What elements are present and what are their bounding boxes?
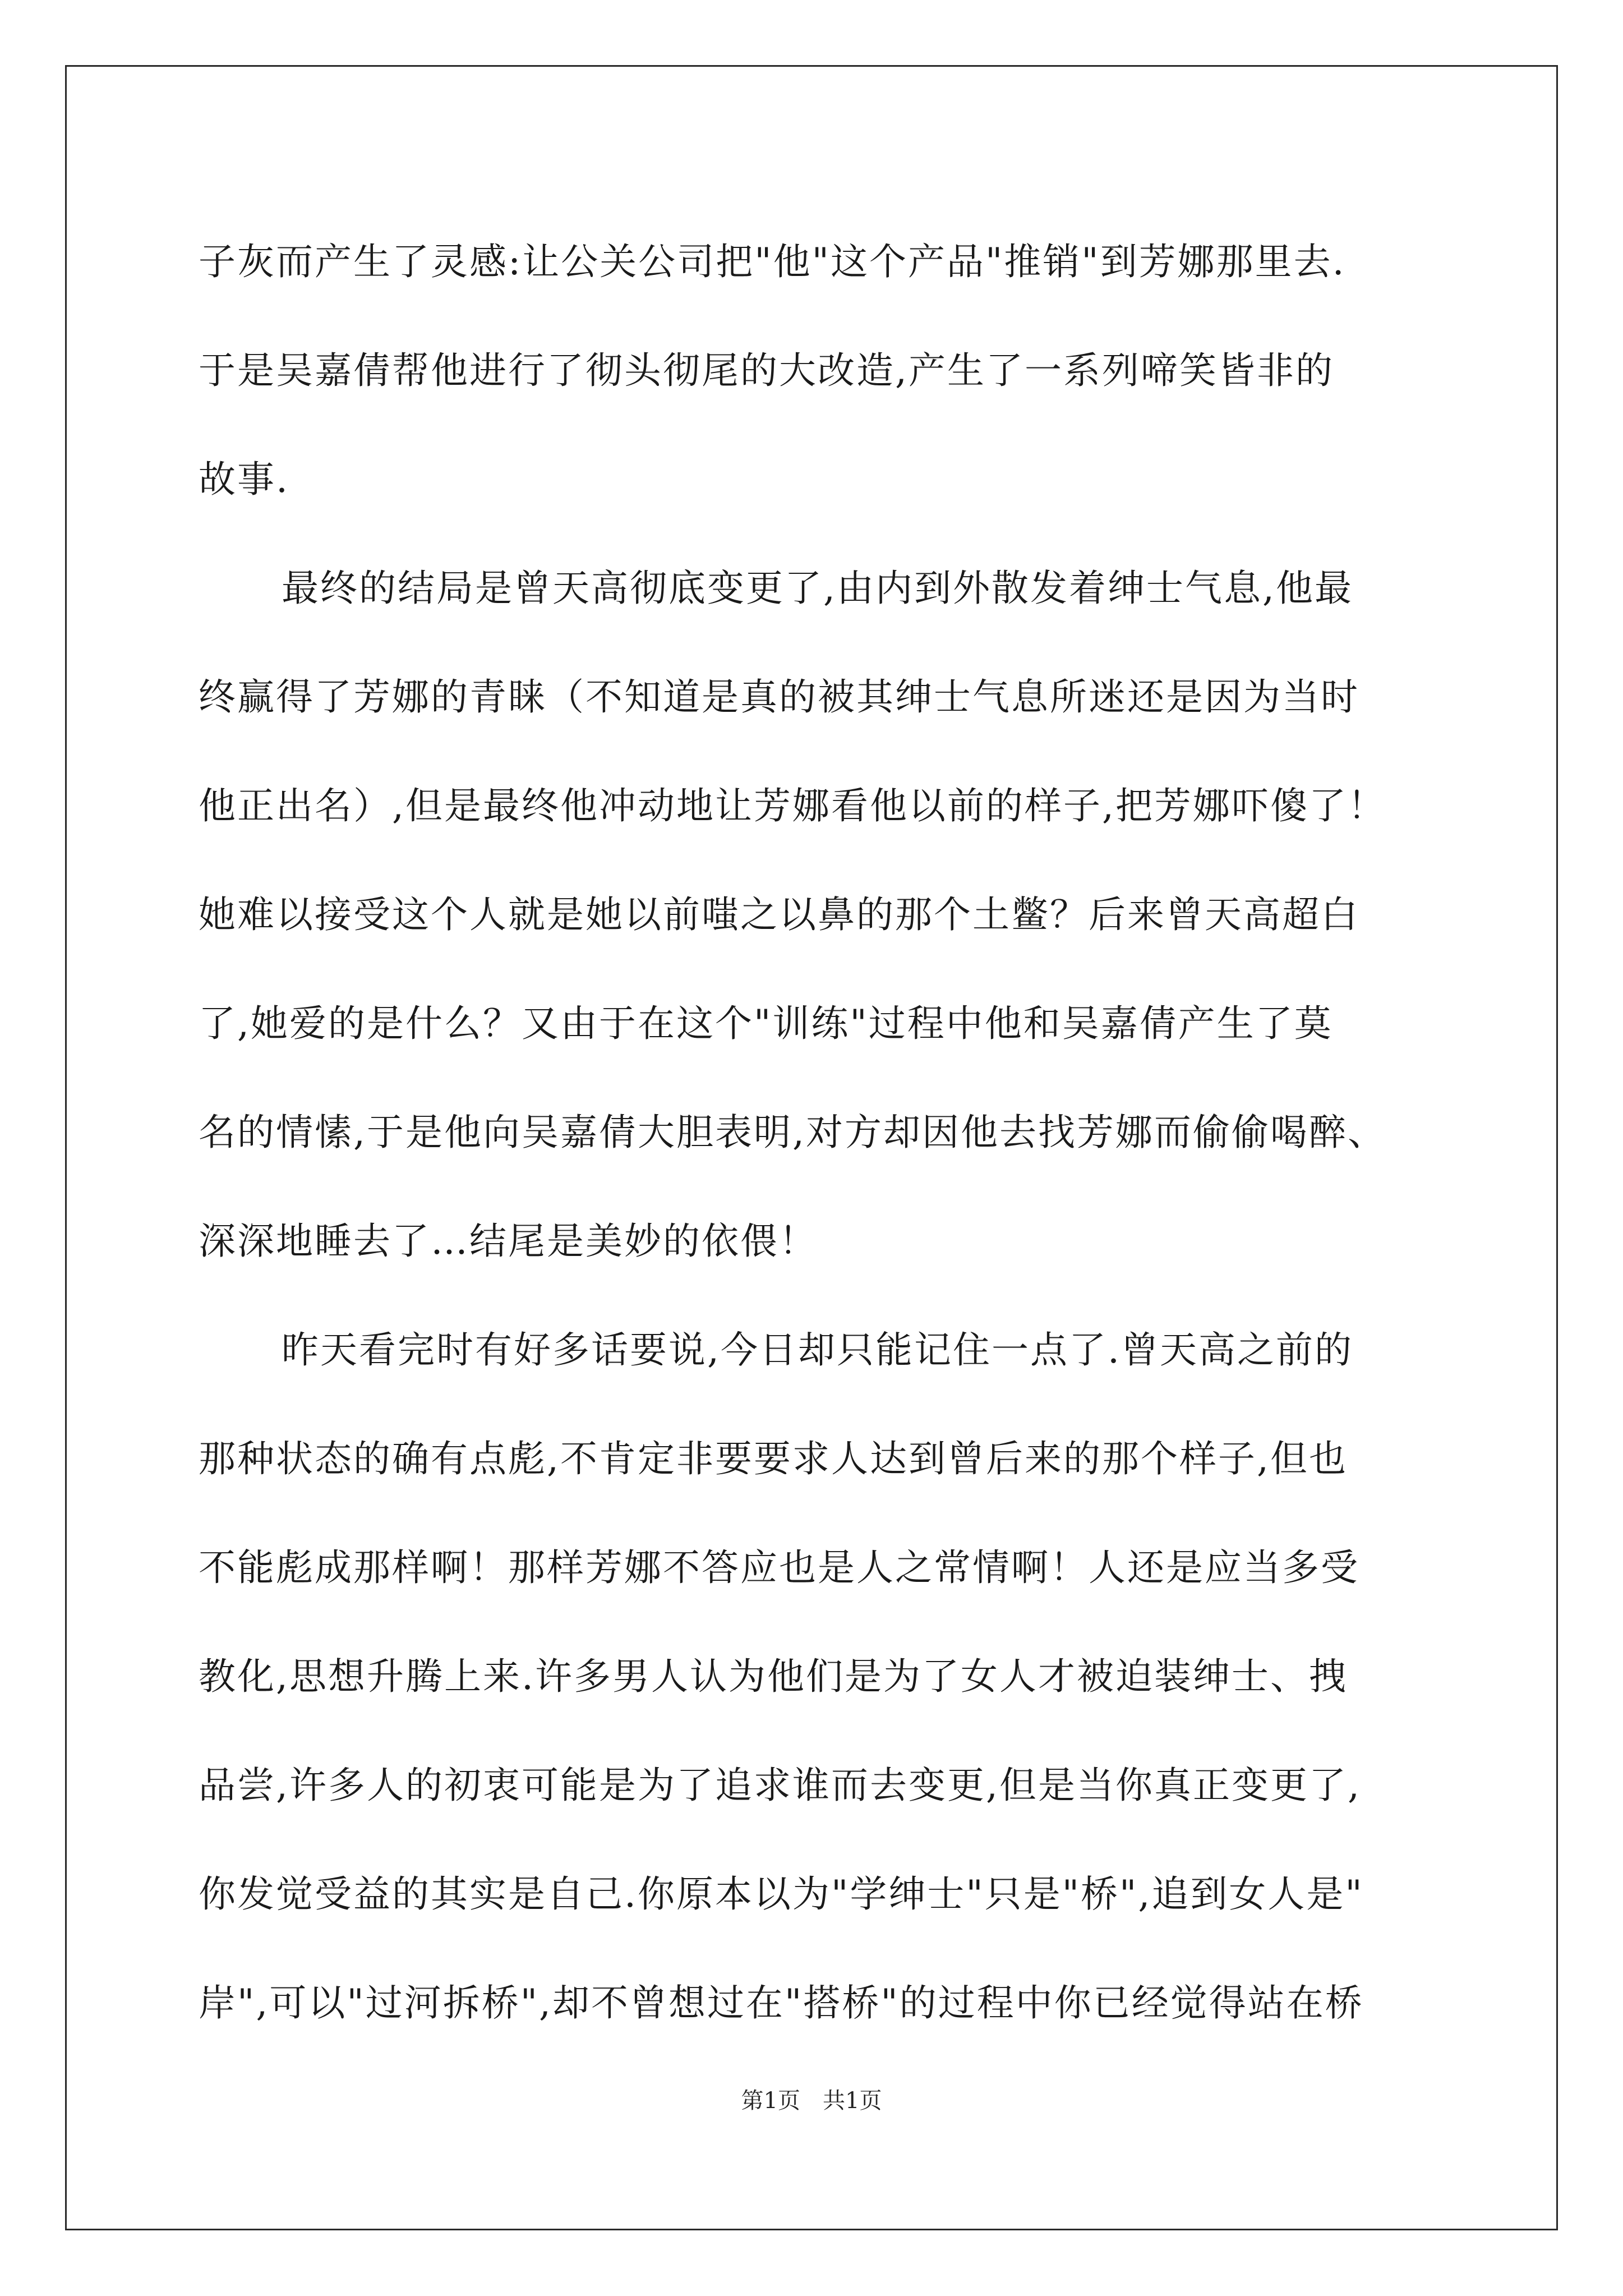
text-line: 不能彪成那样啊！那样芳娜不答应也是人之常情啊！人还是应当多受 — [199, 1546, 1359, 1589]
text-line: 他正出名）,但是最终他冲动地让芳娜看他以前的样子,把芳娜吓傻了！ — [199, 784, 1386, 827]
text-line: 深深地睡去了…结尾是美妙的依偎！ — [199, 1220, 818, 1263]
page-number-footer: 第1页 共1页 — [741, 2088, 882, 2114]
document-body — [199, 208, 1432, 2058]
paragraph-start-line: 昨天看完时有好多话要说,今日却只能记住一点了.曾天高之前的 — [282, 1328, 1353, 1372]
text-line: 岸",可以"过河拆桥",却不曾想过在"搭桥"的过程中你已经觉得站在桥 — [199, 1981, 1364, 2024]
text-line: 终赢得了芳娜的青睐（不知道是真的被其绅士气息所迷还是因为当时 — [199, 675, 1359, 719]
text-line: 那种状态的确有点彪,不肯定非要要求人达到曾后来的那个样子,但也 — [199, 1437, 1348, 1480]
text-line: 品尝,许多人的初衷可能是为了追求谁而去变更,但是当你真正变更了, — [199, 1764, 1361, 1807]
text-line: 于是吴嘉倩帮他进行了彻头彻尾的大改造,产生了一系列啼笑皆非的 — [199, 349, 1334, 392]
text-line: 故事. — [199, 458, 289, 501]
text-line: 名的情愫,于是他向吴嘉倩大胆表明,对方却因他去找芳娜而偷偷喝醉、 — [199, 1111, 1386, 1154]
text-line: 她难以接受这个人就是她以前嗤之以鼻的那个土鳖？后来曾天高超白 — [199, 893, 1359, 936]
text-line: 教化,思想升腾上来.许多男人认为他们是为了女人才被迫装绅士、拽 — [199, 1655, 1348, 1698]
text-line: 你发觉受益的其实是自己.你原本以为"学绅士"只是"桥",追到女人是" — [199, 1872, 1364, 1916]
text-line: 了,她爱的是什么？又由于在这个"训练"过程中他和吴嘉倩产生了莫 — [199, 1002, 1333, 1045]
text-line: 子灰而产生了灵感:让公关公司把"他"这个产品"推销"到芳娜那里去. — [199, 240, 1346, 283]
paragraph-start-line: 最终的结局是曾天高彻底变更了,由内到外散发着绅士气息,他最 — [282, 567, 1353, 610]
